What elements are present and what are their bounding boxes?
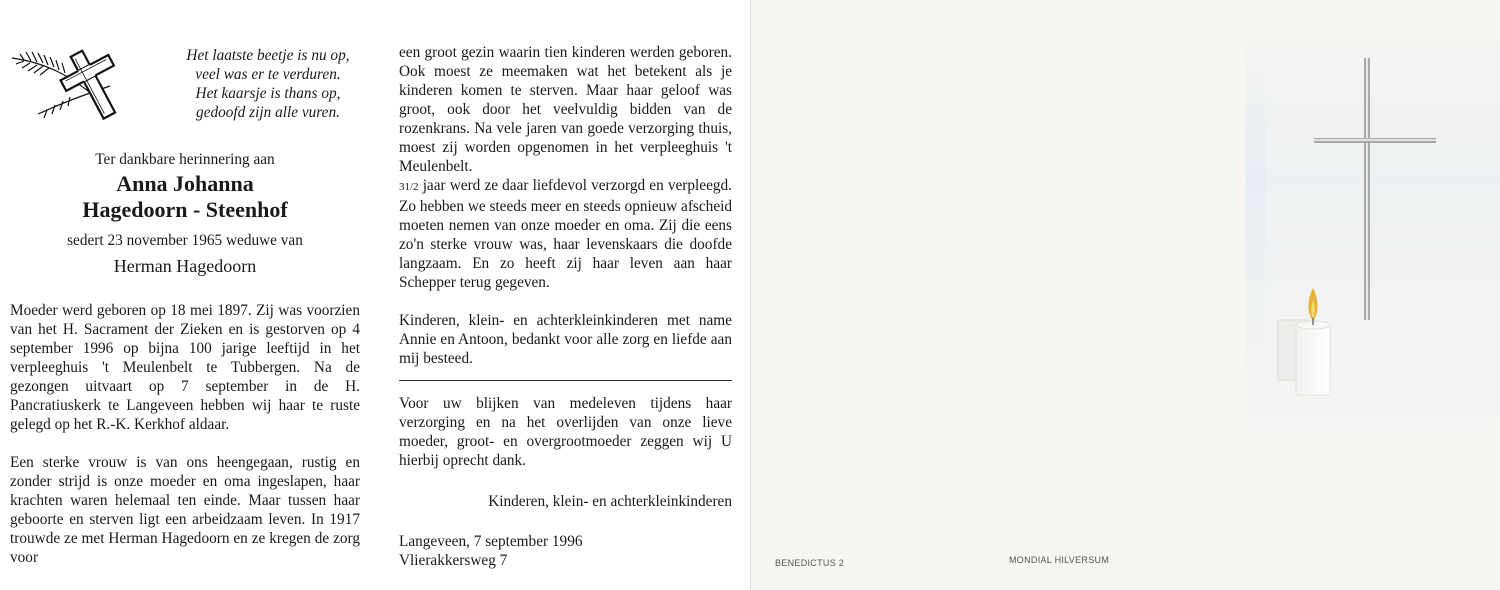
- print-credit-left: BENEDICTUS 2: [775, 558, 845, 568]
- widow-line: sedert 23 november 1965 weduwe van: [67, 232, 303, 249]
- deceased-name-line1: Anna Johanna: [116, 171, 254, 196]
- poem-line: gedoofd zijn alle vuren.: [196, 104, 340, 121]
- nursing-text: jaar werd ze daar liefdevol verzorgd en verpleegd. Zo hebben we steeds meer en steeds opnieuw afscheid moeten nemen van onze moeder en oma. Zij die eens zo'n sterke vrouw was, haar levenskaars die doofde langzaam. En zo heeft zij haar leven aan haar Schepper terug gegeven.: [399, 177, 733, 291]
- place-date: Langeveen, 7 september 1996: [399, 533, 583, 550]
- family-thanks-paragraph: Kinderen, klein- en achterkleinkinderen met name Annie en Antoon, bedankt voor alle zorg en liefde aan mij besteed.: [399, 312, 732, 367]
- spouse-name: Herman Hagedoorn: [113, 256, 257, 276]
- deceased-name-line2: Hagedoorn - Steenhof: [82, 197, 288, 222]
- artwork-panel: [750, 0, 1500, 590]
- intro-line: Ter dankbare herinnering aan: [95, 151, 275, 168]
- poem: [173, 46, 363, 122]
- tribute-paragraph: Een sterke vrouw is van ons heengegaan, rustig en zonder strijd is onze moeder en oma ingeslapen, haar krachten waren helemaal ten einde. Maar tussen haar geboorte en sterven ligt een arbeidzaam leven. In 1917 trouwde ze met Herman Hagedoorn en ze kregen de zorg voor: [10, 454, 360, 566]
- signature-line: Kinderen, klein- en achterkleinkinderen: [488, 493, 732, 510]
- biography-paragraph: Moeder werd geboren op 18 mei 1897. Zij was voorzien van het H. Sacrament der Zieken en is gestorven op 4 september 1996 op bijna 100 jarige leeftijd in het verpleeghuis 't Meulenbelt te Tubbergen. Na de gezongen uitvaart op 7 september in de H. Pancratiuskerk te Langeveen hebben wij haar te ruste gelegd op het R.-K. Kerkhof aldaar.: [10, 302, 360, 433]
- poem-line: Het kaarsje is thans op,: [195, 85, 341, 102]
- nursing-paragraph: [399, 176, 732, 292]
- print-credit-right: MONDIAL HILVERSUM: [1009, 555, 1110, 565]
- cross-and-candle-artwork: [1246, 20, 1500, 560]
- right-column: [399, 43, 732, 570]
- condolence-thanks-paragraph: Voor uw blijken van medeleven tijdens haar verzorging en na het overlijden van onze lieve moeder, groot- en overgrootmoeder zeggen wij U hierbij oprecht dank.: [399, 395, 732, 469]
- tribute-continued-paragraph: een groot gezin waarin tien kinderen werden geboren. Ook moest ze meemaken wat het betekent als je kinderen komen te sterven. Maar haar geloof was groot, ook door het veelvuldig bidden van de rozenkrans. Na vele jaren van goede verzorging thuis, moest zij worden opgenomen in het verpleeghuis 't Meulenbelt.: [399, 44, 732, 175]
- divider: [399, 380, 732, 381]
- poem-line: veel was er te verduren.: [195, 66, 341, 83]
- cross-with-palm-icon: [10, 44, 140, 124]
- card-header: [10, 42, 360, 140]
- left-column: [10, 42, 360, 567]
- years-fraction: 31/2: [399, 181, 419, 193]
- address: Vlierakkersweg 7: [399, 552, 508, 569]
- poem-line: Het laatste beetje is nu op,: [186, 47, 350, 64]
